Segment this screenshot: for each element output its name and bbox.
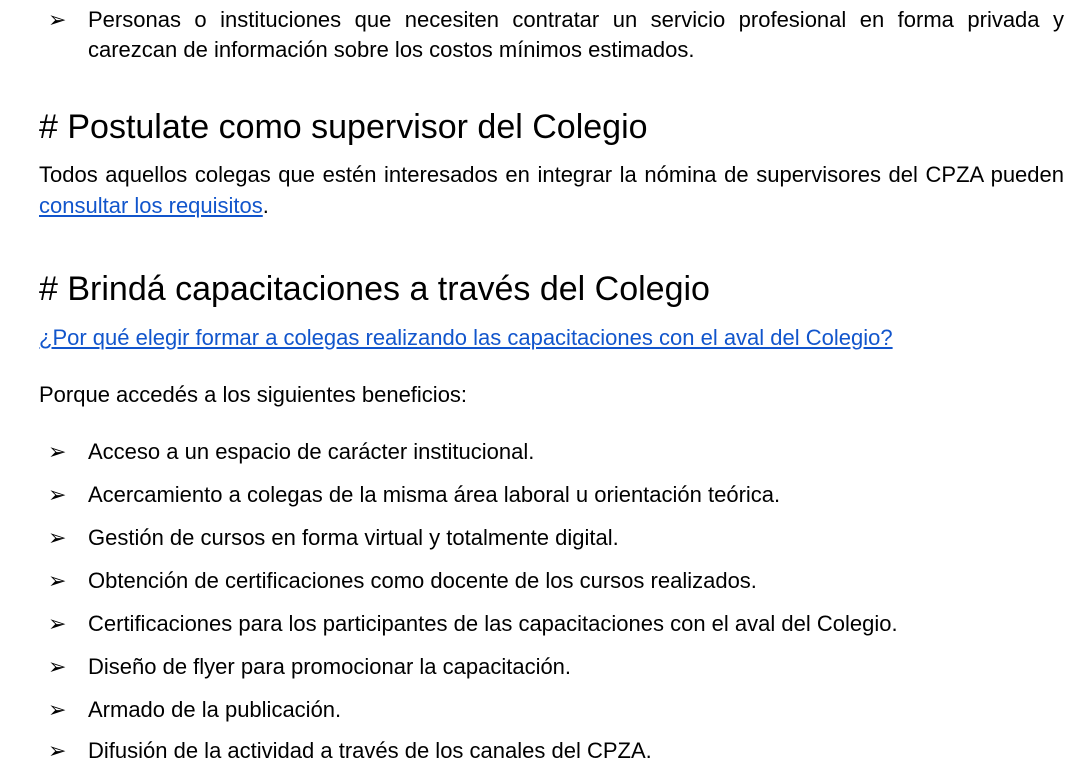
intro-bullet-text: Personas o instituciones que necesiten contratar un servicio profesional en forma privada y carezcan de información sobre los costos mínimos estimados. (88, 7, 1064, 62)
list-item (48, 609, 1064, 639)
arrow-bullet-icon: ➢ (48, 611, 67, 636)
benefit-text: Difusión de la actividad a través de los canales del CPZA. (88, 738, 652, 763)
benefit-text: Gestión de cursos en forma virtual y totalmente digital. (88, 525, 619, 550)
arrow-bullet-icon: ➢ (48, 482, 67, 507)
supervisor-text-end: . (262, 193, 269, 218)
benefit-text: Armado de la publicación. (88, 697, 342, 722)
list-item (48, 523, 1064, 553)
supervisor-text: Todos aquellos colegas que estén interesados en integrar la nómina de supervisores del CPZA pueden (39, 162, 1064, 187)
supervisor-paragraph (39, 159, 1064, 221)
arrow-bullet-icon: ➢ (48, 439, 67, 464)
list-item (48, 437, 1064, 467)
intro-bullet (48, 5, 1064, 65)
benefit-text: Obtención de certificaciones como docente de los cursos realizados. (88, 568, 757, 593)
arrow-bullet-icon: ➢ (48, 525, 67, 550)
question-paragraph (39, 322, 1064, 353)
why-train-link[interactable]: ¿Por qué elegir formar a colegas realizando las capacitaciones con el aval del Colegio? (39, 325, 893, 350)
benefit-text: Diseño de flyer para promocionar la capacitación. (88, 654, 572, 679)
supervisor-heading: # Postulate como supervisor del Colegio (39, 108, 648, 146)
list-item (48, 480, 1064, 510)
arrow-bullet-icon: ➢ (48, 697, 67, 722)
requirements-link[interactable]: consultar los requisitos (39, 193, 263, 218)
list-item (48, 566, 1064, 596)
training-heading: # Brindá capacitaciones a través del Colegio (39, 270, 710, 308)
benefit-text: Acceso a un espacio de carácter institucional. (88, 439, 535, 464)
arrow-bullet-icon: ➢ (48, 7, 67, 32)
arrow-bullet-icon: ➢ (48, 568, 67, 593)
list-item (48, 652, 1064, 682)
benefit-text: Certificaciones para los participantes de las capacitaciones con el aval del Colegio. (88, 611, 898, 636)
arrow-bullet-icon: ➢ (48, 654, 67, 679)
arrow-bullet-icon: ➢ (48, 738, 67, 763)
benefit-text: Acercamiento a colegas de la misma área laboral u orientación teórica. (88, 482, 781, 507)
list-item (48, 736, 1064, 766)
benefits-intro: Porque accedés a los siguientes beneficios: (39, 382, 468, 407)
list-item (48, 695, 1064, 725)
